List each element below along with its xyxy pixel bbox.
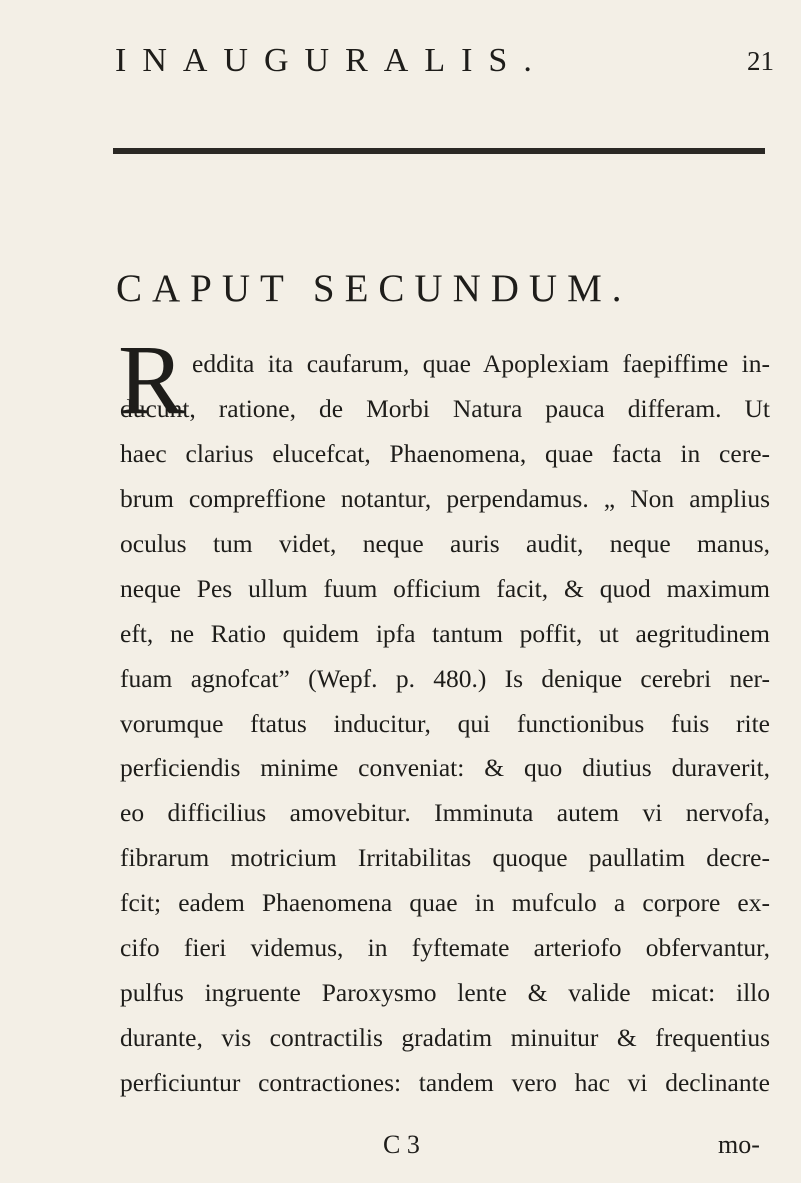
text-line: brum compreffione notantur, perpendamus. „ Non amplius [120,483,770,513]
chapter-title: CAPUT SECUNDUM. [116,267,632,310]
text-line: durante, vis contractilis gradatim minuitur & frequentius [120,1023,770,1053]
text-line: fibrarum motricium Irritabilitas quoque paullatim decre- [120,843,770,873]
drop-cap: R [118,324,185,435]
text-line: fcit; eadem Phaenomena quae in mufculo a corpore ex- [120,888,770,918]
text-line: pulfus ingruente Paroxysmo lente & valide micat: illo [120,978,770,1008]
text-line: perficiendis minime conveniat: & quo diutius duraverit, [120,753,770,783]
text-line: eddita ita caufarum, quae Apoplexiam faepiffime in- [192,349,770,378]
ornamental-rule [113,148,765,154]
text-line: neque Pes ullum fuum officium facit, & quod maximum [120,573,770,603]
text-line: eo difficilius amovebitur. Imminuta autem vi nervofa, [120,798,770,828]
text-line: perficiuntur contractiones: tandem vero hac vi declinante [120,1068,770,1097]
text-line: cifo fieri videmus, in fyftemate arteriofo obfervantur, [120,933,770,963]
catchword: mo- [718,1130,760,1159]
text-line: oculus tum videt, neque auris audit, neque manus, [120,528,770,558]
text-line: ducunt, ratione, de Morbi Natura pauca differam. Ut [120,393,770,423]
text-line: eft, ne Ratio quidem ipfa tantum poffit, ut aegritudinem [120,618,770,648]
text-line: vorumque ftatus inducitur, qui functionibus fuis rite [120,708,770,738]
signature-mark: C 3 [383,1130,420,1159]
text-line: fuam agnofcat” (Wepf. p. 480.) Is denique cerebri ner- [120,663,770,693]
page-number: 21 [747,46,774,76]
running-title: INAUGURALIS. [115,42,548,79]
text-line: haec clarius elucefcat, Phaenomena, quae facta in cere- [120,438,770,468]
